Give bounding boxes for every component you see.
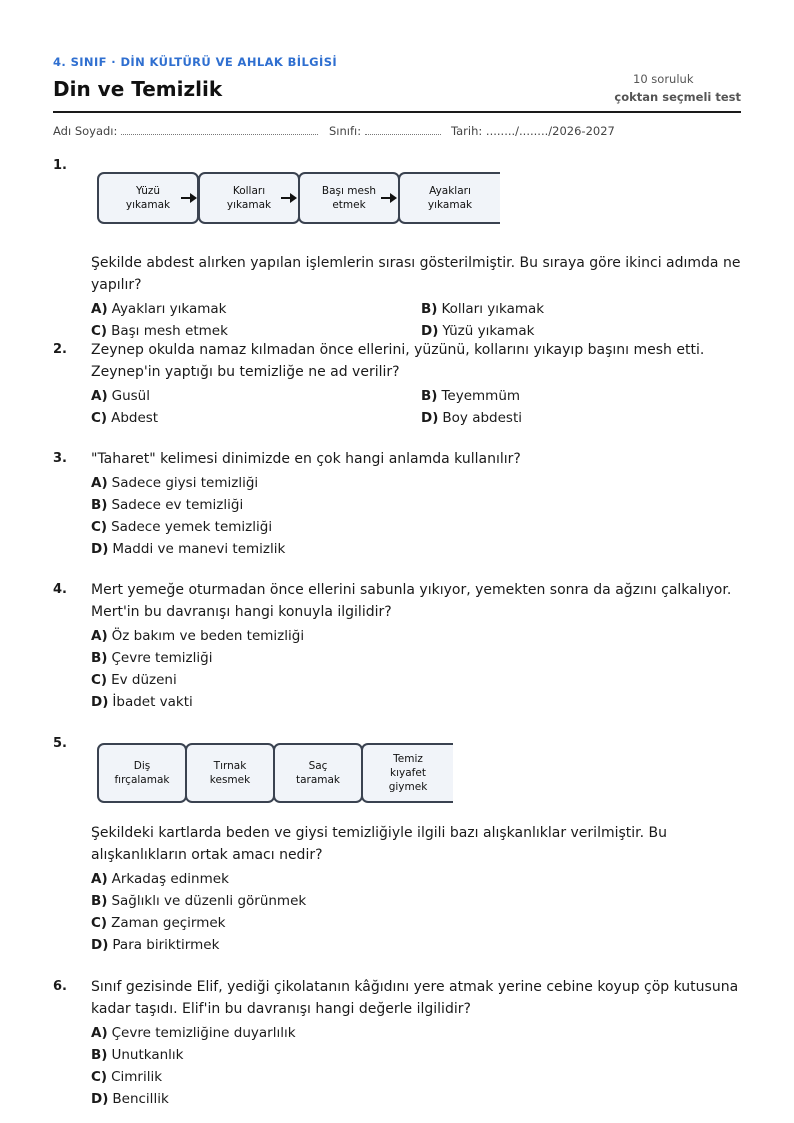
option-text: Kolları yıkamak xyxy=(441,301,545,317)
options xyxy=(91,868,746,956)
option-text: Maddi ve manevi temizlik xyxy=(112,541,286,557)
option-b[interactable] xyxy=(91,647,746,669)
class-label: Sınıfı: xyxy=(329,124,362,138)
option-letter: A) xyxy=(91,628,108,644)
option-letter: D) xyxy=(91,694,109,710)
step-card-label: Yüzü yıkamak xyxy=(125,185,171,211)
option-c[interactable] xyxy=(91,669,746,691)
option-a[interactable] xyxy=(91,298,226,320)
option-letter: B) xyxy=(91,650,108,666)
header-divider xyxy=(53,111,741,113)
question-number: 6. xyxy=(53,979,67,994)
option-c[interactable] xyxy=(91,407,158,429)
option-letter: D) xyxy=(421,410,439,426)
option-letter: A) xyxy=(91,475,108,491)
question-number: 1. xyxy=(53,158,67,173)
option-letter: C) xyxy=(91,410,108,426)
option-letter: C) xyxy=(91,519,108,535)
option-text: Başı mesh etmek xyxy=(111,323,228,339)
option-letter: A) xyxy=(91,301,108,317)
option-letter: D) xyxy=(91,541,109,557)
option-text: Ayakları yıkamak xyxy=(111,301,227,317)
option-letter: D) xyxy=(91,1091,109,1107)
option-d[interactable] xyxy=(91,691,746,713)
habit-card-label: Saç taramak xyxy=(295,760,341,786)
habit-card xyxy=(361,743,453,803)
option-b[interactable] xyxy=(421,385,520,407)
question-text: Zeynep okulda namaz kılmadan önce ellerini, yüzünü, kollarını yıkayıp başını mesh etti. Zeynep'in yaptığı bu temizliğe ne ad verilir? xyxy=(91,342,705,380)
option-text: Sağlıklı ve düzenli görünmek xyxy=(111,893,307,909)
option-text: Unutkanlık xyxy=(111,1047,184,1063)
option-b[interactable] xyxy=(91,494,746,516)
test-type: çoktan seçmeli test xyxy=(614,90,741,104)
options xyxy=(91,385,746,429)
option-letter: C) xyxy=(91,323,108,339)
habit-card xyxy=(273,743,363,803)
options xyxy=(91,298,746,342)
option-text: Bencillik xyxy=(112,1091,169,1107)
option-d[interactable] xyxy=(91,934,746,956)
step-card-label: Başı mesh etmek xyxy=(321,185,377,211)
question-text: Şekildeki kartlarda beden ve giysi temizliğiyle ilgili bazı alışkanlıklar verilmiştir. Bu alışkanlıkların ortak amacı nedir? xyxy=(91,825,668,863)
option-letter: D) xyxy=(91,937,109,953)
name-field[interactable] xyxy=(121,125,318,135)
steps-diagram xyxy=(91,172,746,242)
date-label: Tarih: ......../......../2026-2027 xyxy=(451,124,615,138)
option-letter: D) xyxy=(421,323,439,339)
option-text: Abdest xyxy=(111,410,159,426)
option-letter: B) xyxy=(91,497,108,513)
option-text: Para biriktirmek xyxy=(112,937,220,953)
option-a[interactable] xyxy=(91,868,746,890)
option-letter: C) xyxy=(91,672,108,688)
options xyxy=(91,472,746,560)
habit-card-label: Tırnak kesmek xyxy=(209,760,251,786)
option-letter: A) xyxy=(91,388,108,404)
arrow-icon xyxy=(181,197,195,199)
arrow-icon xyxy=(381,197,395,199)
habit-card-label: Temiz kıyafet giymek xyxy=(388,753,428,793)
option-letter: A) xyxy=(91,1025,108,1041)
habit-card xyxy=(185,743,275,803)
option-b[interactable] xyxy=(91,890,746,912)
question-number: 2. xyxy=(53,342,67,357)
option-letter: B) xyxy=(91,893,108,909)
step-card-label: Kolları yıkamak xyxy=(226,185,272,211)
option-a[interactable] xyxy=(91,625,746,647)
option-text: Sadece giysi temizliği xyxy=(111,475,259,491)
option-text: Boy abdesti xyxy=(442,410,522,426)
option-text: Arkadaş edinmek xyxy=(111,871,229,887)
subject-label: 4. SINIF · DİN KÜLTÜRÜ VE AHLAK BİLGİSİ xyxy=(53,55,338,69)
habit-card xyxy=(97,743,187,803)
question-number: 4. xyxy=(53,582,67,597)
question-text: Mert yemeğe oturmadan önce ellerini sabunla yıkıyor, yemekten sonra da ağzını çalkalıyor. Mert'in bu davranışı hangi konuyla ilgilidir? xyxy=(91,582,732,620)
option-text: Sadece ev temizliği xyxy=(111,497,244,513)
option-text: Cimrilik xyxy=(111,1069,163,1085)
question-number: 3. xyxy=(53,451,67,466)
option-letter: B) xyxy=(91,1047,108,1063)
option-letter: C) xyxy=(91,915,108,931)
option-b[interactable] xyxy=(91,1044,746,1066)
option-text: Ev düzeni xyxy=(111,672,177,688)
option-text: Zaman geçirmek xyxy=(111,915,226,931)
question-count: 10 soruluk xyxy=(633,72,694,86)
option-letter: B) xyxy=(421,301,438,317)
option-b[interactable] xyxy=(421,298,544,320)
option-text: Çevre temizliği xyxy=(111,650,213,666)
step-card xyxy=(398,172,500,224)
question-text: Şekilde abdest alırken yapılan işlemlerin sırası gösterilmiştir. Bu sıraya göre ikinci adımda ne yapılır? xyxy=(91,255,741,293)
step-card-label: Ayakları yıkamak xyxy=(427,185,473,211)
option-text: Çevre temizliğine duyarlılık xyxy=(111,1025,296,1041)
habit-card-label: Diş fırçalamak xyxy=(114,760,170,786)
options xyxy=(91,1022,746,1110)
option-c[interactable] xyxy=(91,1066,746,1088)
habit-cards xyxy=(91,743,746,807)
option-d[interactable] xyxy=(421,407,522,429)
option-c[interactable] xyxy=(91,912,746,934)
arrow-icon xyxy=(281,197,295,199)
question-number: 5. xyxy=(53,736,67,751)
option-d[interactable] xyxy=(91,1088,746,1110)
option-c[interactable] xyxy=(91,516,746,538)
option-letter: C) xyxy=(91,1069,108,1085)
question-text: "Taharet" kelimesi dinimizde en çok hangi anlamda kullanılır? xyxy=(91,451,521,467)
page-title: Din ve Temizlik xyxy=(53,77,223,101)
option-a[interactable] xyxy=(91,472,746,494)
option-d[interactable] xyxy=(91,538,746,560)
question-text: Sınıf gezisinde Elif, yediği çikolatanın kâğıdını yere atmak yerine cebine koyup çöp kutusuna kadar taşıdı. Elif'in bu davranışı hangi değerle ilgilidir? xyxy=(91,979,739,1017)
name-label: Adı Soyadı: xyxy=(53,124,118,138)
option-a[interactable] xyxy=(91,385,150,407)
option-text: Teyemmüm xyxy=(441,388,521,404)
option-text: Gusül xyxy=(111,388,150,404)
class-field[interactable] xyxy=(365,125,441,135)
options xyxy=(91,625,746,713)
option-text: Yüzü yıkamak xyxy=(442,323,535,339)
option-text: İbadet vakti xyxy=(112,694,193,710)
option-text: Öz bakım ve beden temizliği xyxy=(111,628,305,644)
option-letter: A) xyxy=(91,871,108,887)
option-a[interactable] xyxy=(91,1022,746,1044)
option-letter: B) xyxy=(421,388,438,404)
option-text: Sadece yemek temizliği xyxy=(111,519,273,535)
